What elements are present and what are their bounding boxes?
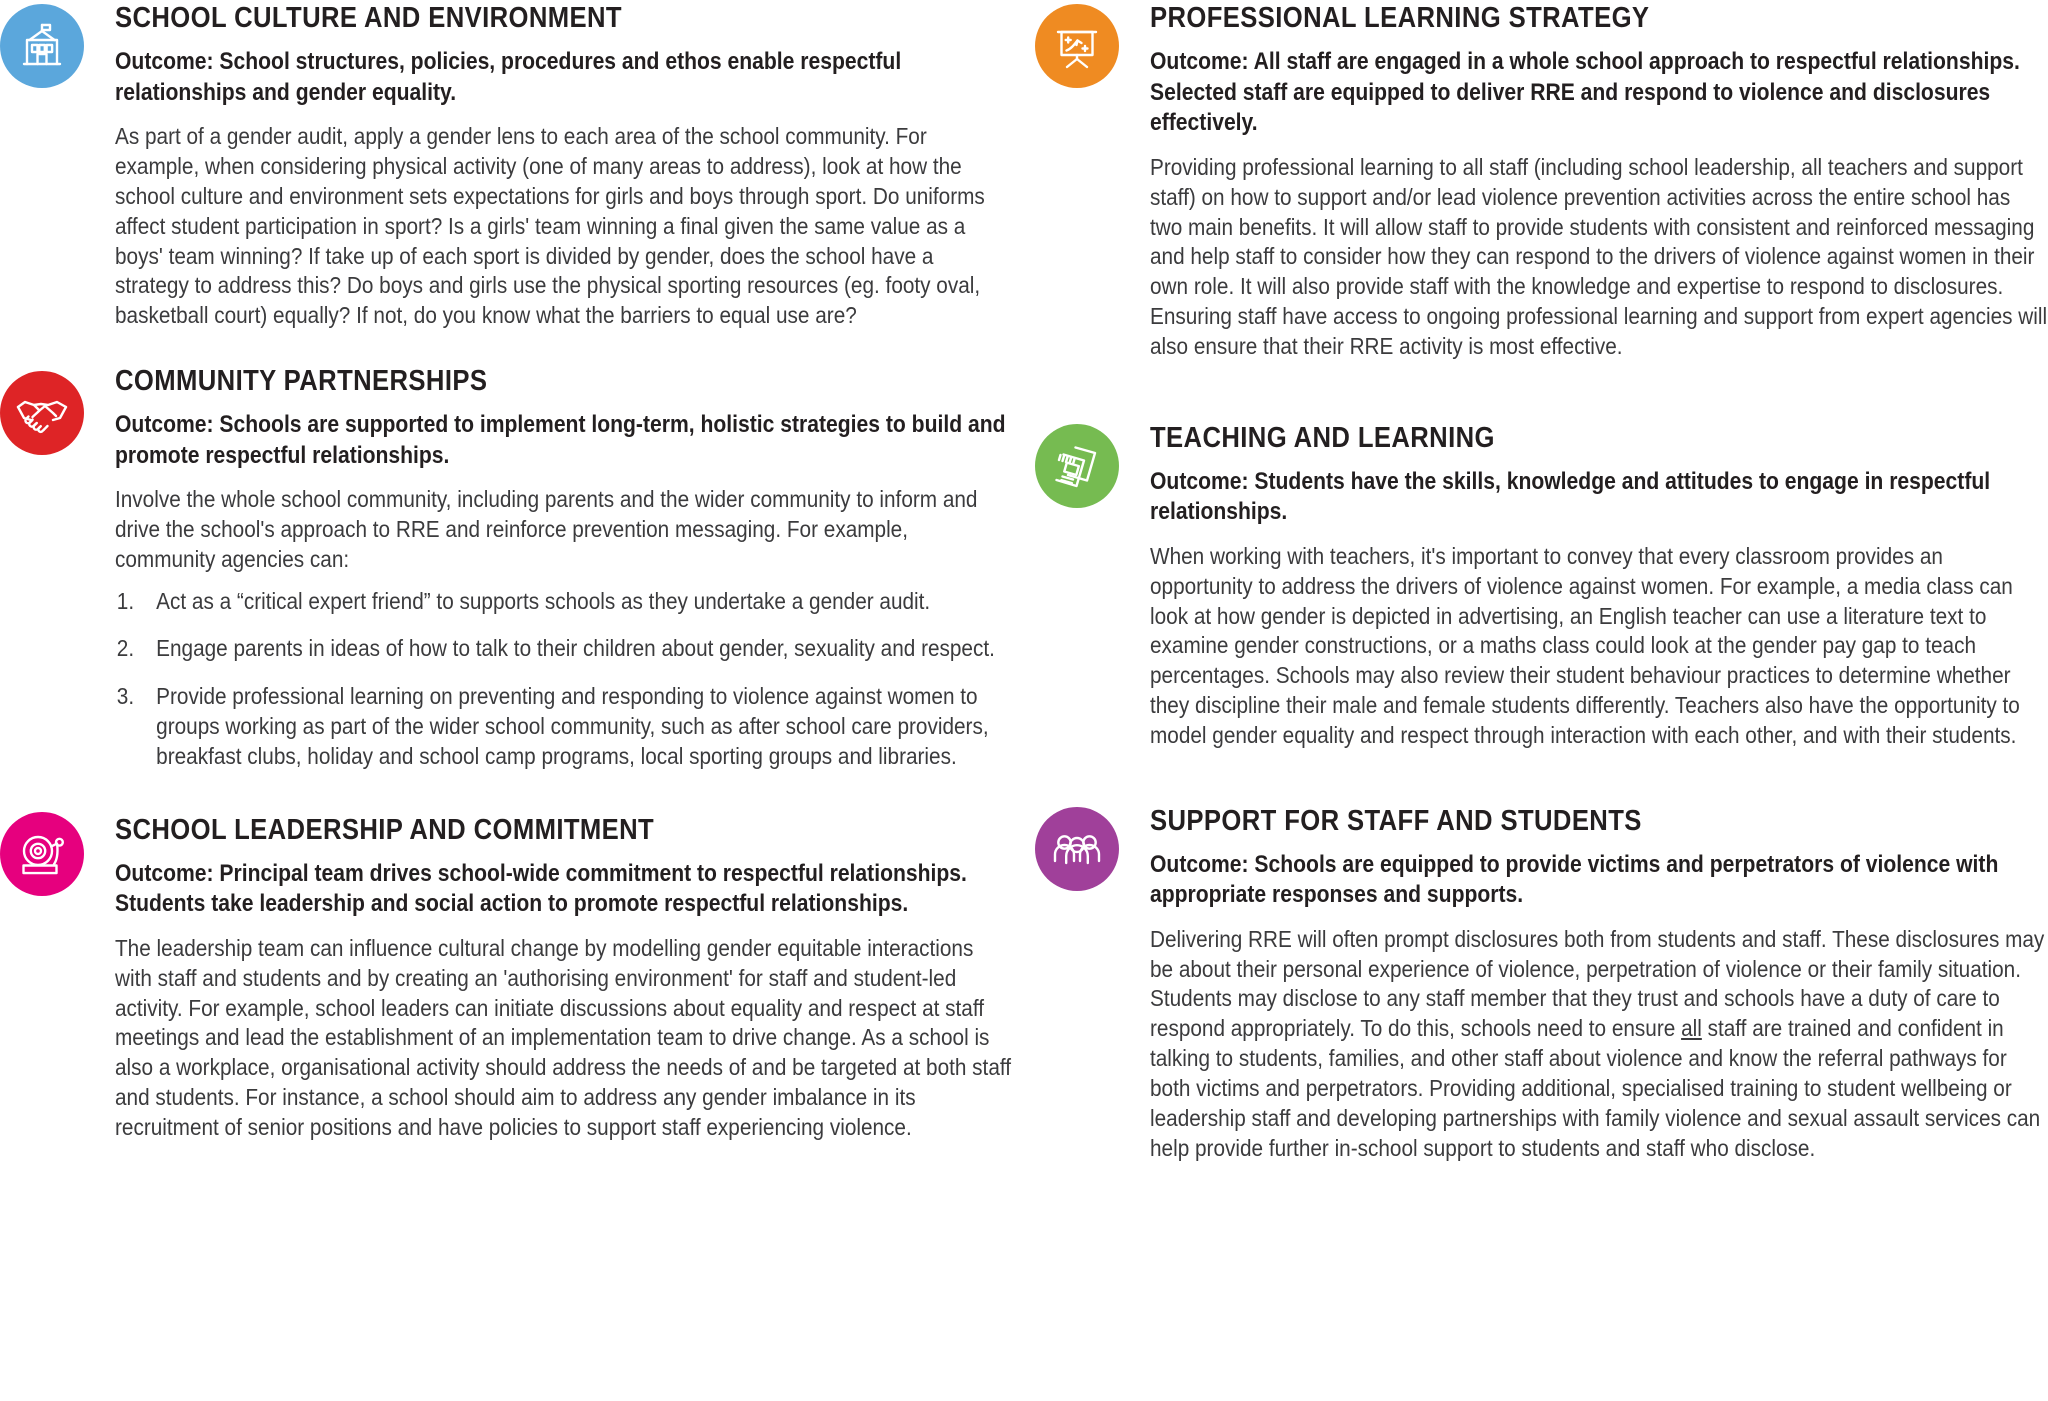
- section-body: [1035, 421, 2048, 751]
- right-column: [1035, 0, 2048, 1401]
- list-item-text: Engage parents in ideas of how to talk to their children about gender, sexuality and respect.: [156, 635, 995, 662]
- paragraph-text-before: Delivering RRE will often prompt disclosures both from students and staff. These disclosures may be about their personal experience of violence, perpetration of violence or their family situation. Students may disclose to any staff member that they trust and schools have a duty of care to respond appropriately. To do this, schools need to ensure: [1150, 925, 2045, 1042]
- notebooks-icon: [1035, 424, 1119, 508]
- paragraph-text-after: staff are trained and confident in talking to students, families, and other staff about violence and know the referral pathways for both victims and perpetrators. Providing additional, specialised training to student wellbeing or leadership staff and developing partnerships with family violence and sexual assault services can help provide further in-school support to students and staff who disclose.: [1150, 1015, 2041, 1161]
- section-outcome: Outcome: Students have the skills, knowledge and attitudes to engage in respectful relationships.: [1150, 468, 1991, 526]
- section-teaching-and-learning: [1035, 421, 2048, 751]
- section-title: SUPPORT FOR STAFF AND STUDENTS: [1150, 804, 1642, 837]
- list-item-text: Provide professional learning on preventing and responding to violence against women to groups working as part of the wider school community, such as after school care providers, breakfast clubs, holiday and school camp programs, local sporting groups and libraries.: [156, 683, 989, 769]
- section-outcome: Outcome: Schools are equipped to provide victims and perpetrators of violence with appropriate responses and supports.: [1150, 851, 1999, 909]
- section-title: TEACHING AND LEARNING: [1150, 421, 1495, 454]
- section-professional-learning-strategy: [1035, 4, 2048, 362]
- section-paragraph: When working with teachers, it's important to convey that every classroom provides an opportunity to address the drivers of violence against women. For example, a media class can look at how gender is depicted in advertising, an English teacher can use a literature text to examine gender constructions, or a maths class could look at the gender pay gap to teach percentages. Schools may also review their student behaviour practices to determine whether they discipline their male and female students differently. Teachers also have the opportunity to model gender equality and respect through interaction with each other, and with their students.: [1150, 542, 2020, 748]
- school-building-icon: [0, 4, 84, 88]
- section-paragraph: Providing professional learning to all staff (including school leadership, all teachers and support staff) on how to support and/or lead violence prevention activities across the entire school has two main benefits. It will allow staff to provide students with consistent and reinforced messaging and help staff to consider how they can respond to the drivers of violence against women in their own role. It will also provide staff with the knowledge and expertise to respond to disclosures. Ensuring staff have access to ongoing professional learning and support from expert agencies will also ensure that their RRE activity is most effective.: [1150, 153, 2048, 359]
- section-body: [0, 813, 1013, 1143]
- section-paragraph-rich: [1150, 925, 2048, 1164]
- section-outcome: Outcome: Schools are supported to implement long-term, holistic strategies to build and promote respectful relationships.: [115, 411, 1006, 469]
- list-item-text: Act as a “critical expert friend” to supports schools as they undertake a gender audit.: [156, 587, 931, 614]
- section-title: SCHOOL LEADERSHIP AND COMMITMENT: [115, 813, 655, 846]
- three-people-icon: [1035, 807, 1119, 891]
- emphasis-all: all: [1681, 1015, 1702, 1042]
- section-paragraph: As part of a gender audit, apply a gender lens to each area of the school community. For example, when considering physical activity (one of many areas to address), look at how the school culture and environment sets expectations for girls and boys through sport. Do uniforms affect student participation in sport? Is a girls' team winning a final given the same value as a boys' team winning? If take up of each sport is divided by gender, does the school have a strategy to address this? Do boys and girls use the physical sporting resources (eg. footy oval, basketball court) equally? If not, do you know what the barriers to equal use are?: [115, 123, 985, 329]
- alarm-bell-icon: [0, 812, 84, 896]
- section-title: COMMUNITY PARTNERSHIPS: [115, 364, 488, 397]
- section-school-culture-and-environment: [0, 4, 1013, 331]
- section-outcome: Outcome: All staff are engaged in a whole school approach to respectful relationships. Selected staff are equipped to deliver RRE and respond to violence and disclosures effectively.: [1150, 48, 2020, 137]
- section-title: PROFESSIONAL LEARNING STRATEGY: [1150, 2, 1650, 34]
- section-school-leadership-and-commitment: [0, 813, 1013, 1143]
- section-body: [1035, 804, 2048, 1164]
- section-body: [1035, 4, 2048, 362]
- section-title: SCHOOL CULTURE AND ENVIRONMENT: [115, 2, 622, 34]
- section-paragraph: Involve the whole school community, including parents and the wider community to inform and drive the school's approach to RRE and reinforce prevention messaging. For example, community agencies can:: [115, 486, 978, 572]
- section-body: [0, 4, 1013, 331]
- section-support-for-staff-and-students: [1035, 804, 2048, 1164]
- list-item: [115, 682, 1013, 771]
- section-body: [0, 364, 1013, 772]
- handshake-icon: [0, 371, 84, 455]
- list-item-number: 2.: [116, 635, 135, 662]
- presentation-board-icon: [1035, 4, 1119, 88]
- section-outcome: Outcome: School structures, policies, procedures and ethos enable respectful relationships and gender equality.: [115, 48, 902, 106]
- list-item: [115, 587, 1013, 617]
- list-item: [115, 634, 1013, 664]
- section-community-partnerships: [0, 364, 1013, 772]
- section-numbered-list: [115, 587, 1013, 772]
- list-item-number: 1.: [116, 587, 135, 614]
- section-outcome: Outcome: Principal team drives school-wide commitment to respectful relationships. Students take leadership and social action to promote respectful relationships.: [115, 860, 967, 918]
- list-item-number: 3.: [116, 683, 135, 710]
- section-paragraph: The leadership team can influence cultural change by modelling gender equitable interactions with staff and students and by creating an 'authorising environment' for staff and student-led activity. For example, school leaders can initiate discussions about equality and respect at staff meetings and lead the establishment of an implementation team to drive change. As a school is also a workplace, organisational activity should address the needs of and be targeted at both staff and students. For instance, a school should aim to address any gender imbalance in its recruitment of senior positions and have policies to support staff experiencing violence.: [115, 934, 1012, 1140]
